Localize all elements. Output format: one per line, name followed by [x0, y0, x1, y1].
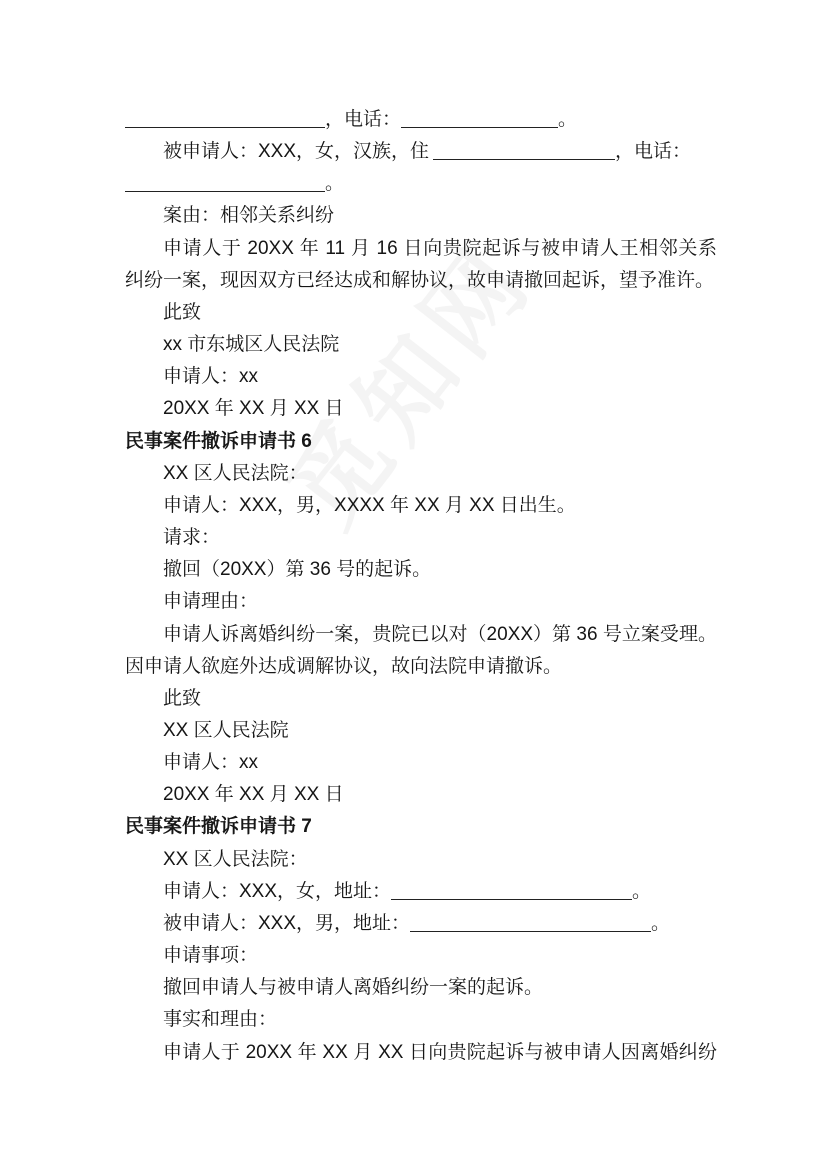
matter-text: 撤回申请人与被申请人离婚纠纷一案的起诉。	[163, 977, 544, 999]
respondent-info: 被申请人：XXX，男，地址：	[163, 912, 411, 934]
blank-field	[391, 899, 632, 900]
line-end: 。	[558, 109, 578, 130]
reason-line: 申请人诉离婚纠纷一案，贵院已以对（20XX）第 36 号立案受理。	[163, 623, 717, 645]
section-title: 民事案件撤诉申请书 7	[125, 816, 312, 838]
facts-heading: 事实和理由：	[163, 1009, 278, 1031]
signature: 申请人：xx	[163, 366, 259, 388]
date: 20XX 年 XX 月 XX 日	[163, 784, 344, 806]
request-heading: 请求：	[163, 527, 221, 549]
phone-label: ，电话：	[325, 109, 402, 130]
section-title: 民事案件撤诉申请书 6	[125, 430, 312, 452]
statement-line: 纠纷一案，现因双方已经达成和解协议，故申请撤回起诉，望予准许。	[125, 269, 715, 291]
applicant-contact-line	[125, 104, 717, 136]
phone-label: ，电话：	[615, 141, 692, 163]
facts-line: 申请人于 20XX 年 XX 月 XX 日向贵院起诉与被申请人因离婚纠纷	[163, 1041, 717, 1063]
matter-heading: 申请事项：	[163, 945, 259, 967]
line-end: 。	[651, 912, 671, 934]
salutation: 此致	[163, 687, 202, 709]
addressee: XX 区人民法院：	[163, 848, 308, 870]
case-cause: 案由：相邻关系纠纷	[163, 205, 335, 227]
court-name: xx 市东城区人民法院	[163, 334, 340, 356]
respondent-info-line	[125, 136, 717, 168]
blank-field	[401, 127, 558, 128]
date: 20XX 年 XX 月 XX 日	[163, 398, 344, 420]
addressee: XX 区人民法院：	[163, 462, 308, 484]
reason-heading: 申请理由：	[163, 591, 259, 613]
line-end: 。	[325, 173, 345, 195]
blank-field	[410, 931, 651, 932]
applicant-address-line	[125, 876, 717, 908]
applicant-info: 申请人：XXX，男，XXXX 年 XX 月 XX 日出生。	[163, 494, 576, 516]
blank-field	[125, 127, 325, 128]
court-name: XX 区人民法院	[163, 719, 289, 741]
applicant-info: 申请人：XXX，女，地址：	[163, 880, 392, 902]
salutation: 此致	[163, 301, 202, 323]
blank-field	[125, 191, 325, 192]
document-body	[125, 104, 717, 1069]
respondent-info: 被申请人：XXX，女，汉族，住	[163, 141, 430, 163]
reason-line: 因申请人欲庭外达成调解协议，故向法院申请撤诉。	[125, 655, 563, 677]
request-text: 撤回（20XX）第 36 号的起诉。	[163, 559, 432, 581]
respondent-address-line	[125, 908, 717, 940]
blank-field	[433, 159, 615, 160]
statement-line: 申请人于 20XX 年 11 月 16 日向贵院起诉与被申请人王相邻关系	[163, 237, 717, 259]
respondent-phone-line	[125, 168, 717, 200]
signature: 申请人：xx	[163, 752, 259, 774]
line-end: 。	[632, 880, 652, 902]
